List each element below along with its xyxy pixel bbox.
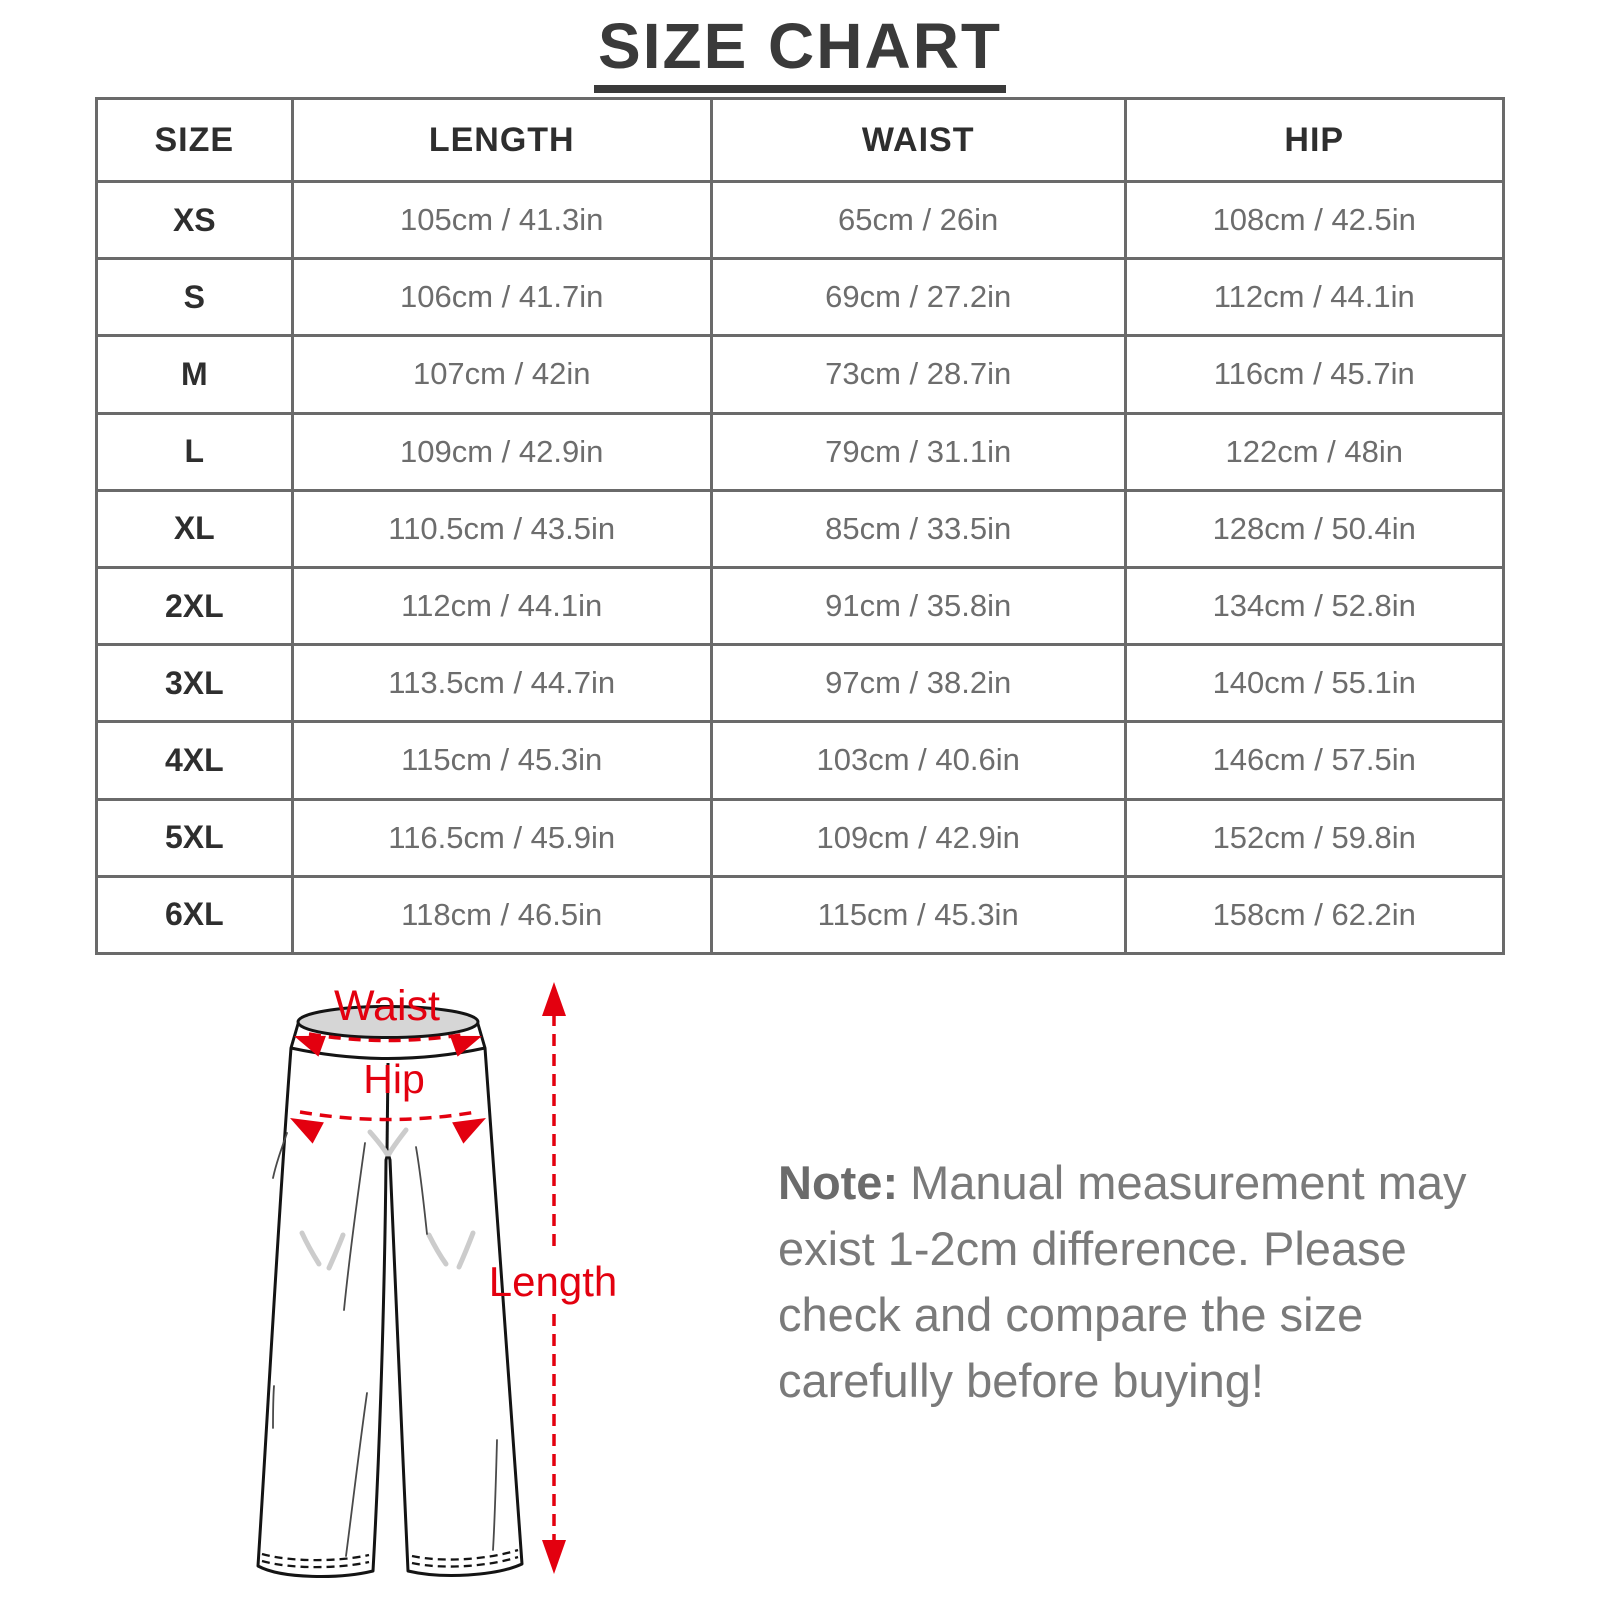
size-cell: XL [97,490,293,567]
hip-label: Hip [363,1056,425,1102]
note-line: exist 1-2cm difference. Please [778,1222,1407,1275]
waist-cell: 91cm / 35.8in [711,567,1125,644]
size-table [95,97,1505,955]
table-row [97,259,1504,336]
size-cell: XS [97,182,293,259]
header-row [97,99,1504,182]
waist-cell: 103cm / 40.6in [711,722,1125,799]
size-cell: 3XL [97,645,293,722]
length-cell: 118cm / 46.5in [292,876,711,953]
waist-cell: 65cm / 26in [711,182,1125,259]
page-title: SIZE CHART [594,14,1006,93]
waist-cell: 97cm / 38.2in [711,645,1125,722]
table-row [97,490,1504,567]
title-wrap [0,10,1600,93]
hip-cell: 152cm / 59.8in [1125,799,1504,876]
length-label: Length [488,1258,618,1305]
table-body [97,182,1504,954]
length-arrowhead-top [542,982,566,1016]
size-cell: M [97,336,293,413]
note-text: Manual measurement may [910,1156,1467,1209]
measurement-note [778,1150,1467,1414]
hip-cell: 146cm / 57.5in [1125,722,1504,799]
table-row [97,876,1504,953]
length-cell: 106cm / 41.7in [292,259,711,336]
waist-cell: 109cm / 42.9in [711,799,1125,876]
column-header: SIZE [97,99,293,182]
hip-cell: 134cm / 52.8in [1125,567,1504,644]
size-cell: 5XL [97,799,293,876]
length-cell: 112cm / 44.1in [292,567,711,644]
size-cell: L [97,413,293,490]
length-cell: 116.5cm / 45.9in [292,799,711,876]
length-cell: 107cm / 42in [292,336,711,413]
table-row [97,567,1504,644]
size-cell: S [97,259,293,336]
table-row [97,336,1504,413]
table-row [97,799,1504,876]
table-row [97,645,1504,722]
waist-cell: 115cm / 45.3in [711,876,1125,953]
note-line: carefully before buying! [778,1354,1264,1407]
length-cell: 113.5cm / 44.7in [292,645,711,722]
length-arrowhead-bottom [542,1540,566,1574]
pants-outline [258,1024,522,1576]
waist-cell: 73cm / 28.7in [711,336,1125,413]
column-header: WAIST [711,99,1125,182]
note-line [778,1150,1467,1216]
length-cell: 110.5cm / 43.5in [292,490,711,567]
note-label: Note: [778,1156,899,1209]
hip-cell: 140cm / 55.1in [1125,645,1504,722]
table-row [97,182,1504,259]
length-cell: 105cm / 41.3in [292,182,711,259]
hip-cell: 128cm / 50.4in [1125,490,1504,567]
size-cell: 4XL [97,722,293,799]
column-header: HIP [1125,99,1504,182]
hip-cell: 108cm / 42.5in [1125,182,1504,259]
table-row [97,722,1504,799]
hip-cell: 116cm / 45.7in [1125,336,1504,413]
hip-cell: 158cm / 62.2in [1125,876,1504,953]
crease-line [273,1386,274,1428]
note-line: check and compare the size [778,1288,1364,1341]
waist-cell: 79cm / 31.1in [711,413,1125,490]
waist-cell: 69cm / 27.2in [711,259,1125,336]
length-cell: 115cm / 45.3in [292,722,711,799]
hip-cell: 122cm / 48in [1125,413,1504,490]
size-cell: 6XL [97,876,293,953]
table-row [97,413,1504,490]
column-header: LENGTH [292,99,711,182]
waist-cell: 85cm / 33.5in [711,490,1125,567]
pants-diagram [230,950,670,1600]
length-cell: 109cm / 42.9in [292,413,711,490]
hip-cell: 112cm / 44.1in [1125,259,1504,336]
waist-label: Waist [334,982,440,1030]
size-cell: 2XL [97,567,293,644]
